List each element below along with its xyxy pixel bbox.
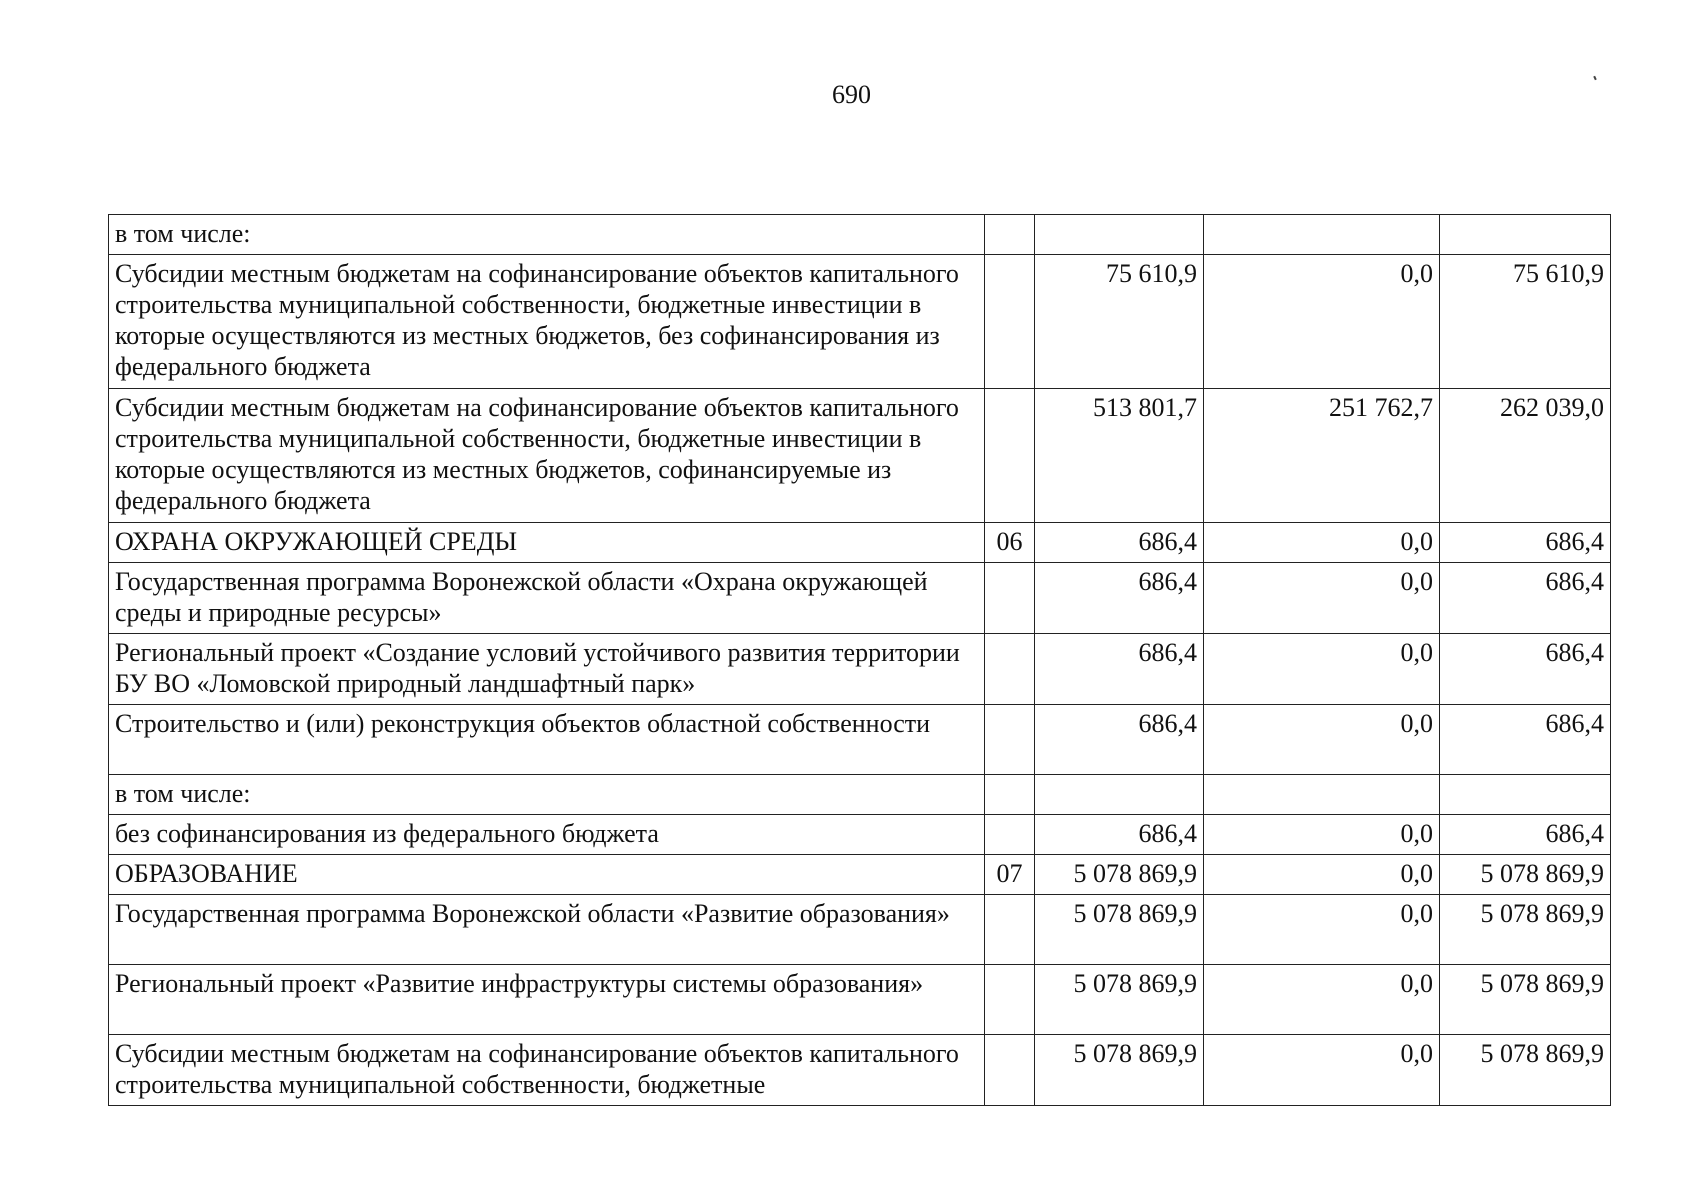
row-code-cell <box>985 895 1035 965</box>
table-row <box>109 389 1611 523</box>
row-total-cell: 686,4 <box>1035 705 1204 775</box>
row-name-cell: в том числе: <box>109 775 985 815</box>
row-regional-cell: 686,4 <box>1440 705 1611 775</box>
row-federal-cell <box>1204 215 1440 255</box>
row-code-cell <box>985 775 1035 815</box>
row-regional-cell: 75 610,9 <box>1440 255 1611 389</box>
row-code-cell <box>985 1035 1035 1106</box>
table-row <box>109 855 1611 895</box>
row-federal-cell: 0,0 <box>1204 705 1440 775</box>
row-regional-cell <box>1440 775 1611 815</box>
row-federal-cell: 251 762,7 <box>1204 389 1440 523</box>
table-row <box>109 895 1611 965</box>
table-row <box>109 965 1611 1035</box>
row-federal-cell: 0,0 <box>1204 895 1440 965</box>
scan-speck <box>1593 76 1597 80</box>
page-number: 690 <box>832 80 871 109</box>
row-name-cell: ОХРАНА ОКРУЖАЮЩЕЙ СРЕДЫ <box>109 523 985 563</box>
row-total-cell: 513 801,7 <box>1035 389 1204 523</box>
table-row <box>109 563 1611 634</box>
row-name-cell: Субсидии местным бюджетам на софинансирование объектов капитального строительства муниципальной собственности, бюджетные инвестиции в которые осуществляются из местных бюджетов, без софинансирования из федерального бюджета <box>109 255 985 389</box>
table-row <box>109 815 1611 855</box>
row-name-cell: Региональный проект «Создание условий устойчивого развития территории БУ ВО «Ломовской природный ландшафтный парк» <box>109 634 985 705</box>
row-federal-cell: 0,0 <box>1204 563 1440 634</box>
row-regional-cell: 686,4 <box>1440 634 1611 705</box>
row-code-cell <box>985 389 1035 523</box>
row-code-cell <box>985 634 1035 705</box>
row-name-cell: в том числе: <box>109 215 985 255</box>
table-row <box>109 775 1611 815</box>
row-regional-cell: 686,4 <box>1440 563 1611 634</box>
row-federal-cell: 0,0 <box>1204 255 1440 389</box>
row-name-cell: Субсидии местным бюджетам на софинансирование объектов капитального строительства муниципальной собственности, бюджетные инвестиции в которые осуществляются из местных бюджетов, софинансируемые из федерального бюджета <box>109 389 985 523</box>
row-code-cell <box>985 705 1035 775</box>
row-name-cell: Субсидии местным бюджетам на софинансирование объектов капитального строительства муниципальной собственности, бюджетные <box>109 1035 985 1106</box>
row-federal-cell: 0,0 <box>1204 634 1440 705</box>
row-regional-cell: 686,4 <box>1440 815 1611 855</box>
row-regional-cell: 5 078 869,9 <box>1440 965 1611 1035</box>
row-code-cell <box>985 563 1035 634</box>
row-regional-cell <box>1440 215 1611 255</box>
row-total-cell: 5 078 869,9 <box>1035 1035 1204 1106</box>
table-row <box>109 634 1611 705</box>
table-row <box>109 215 1611 255</box>
table-row <box>109 523 1611 563</box>
row-total-cell: 686,4 <box>1035 634 1204 705</box>
row-total-cell <box>1035 775 1204 815</box>
row-total-cell: 686,4 <box>1035 815 1204 855</box>
table-row <box>109 1035 1611 1106</box>
row-regional-cell: 5 078 869,9 <box>1440 1035 1611 1106</box>
row-federal-cell: 0,0 <box>1204 523 1440 563</box>
row-regional-cell: 5 078 869,9 <box>1440 895 1611 965</box>
row-code-cell: 06 <box>985 523 1035 563</box>
table-row <box>109 705 1611 775</box>
row-code-cell <box>985 965 1035 1035</box>
row-code-cell <box>985 215 1035 255</box>
row-federal-cell: 0,0 <box>1204 855 1440 895</box>
row-code-cell <box>985 255 1035 389</box>
row-total-cell: 75 610,9 <box>1035 255 1204 389</box>
row-federal-cell: 0,0 <box>1204 815 1440 855</box>
row-name-cell: ОБРАЗОВАНИЕ <box>109 855 985 895</box>
row-federal-cell: 0,0 <box>1204 1035 1440 1106</box>
budget-table <box>108 214 1611 1106</box>
row-regional-cell: 5 078 869,9 <box>1440 855 1611 895</box>
row-federal-cell <box>1204 775 1440 815</box>
row-code-cell: 07 <box>985 855 1035 895</box>
row-total-cell <box>1035 215 1204 255</box>
row-regional-cell: 686,4 <box>1440 523 1611 563</box>
table-row <box>109 255 1611 389</box>
row-name-cell: Государственная программа Воронежской области «Развитие образования» <box>109 895 985 965</box>
row-total-cell: 686,4 <box>1035 563 1204 634</box>
row-name-cell: Государственная программа Воронежской области «Охрана окружающей среды и природные ресурсы» <box>109 563 985 634</box>
row-regional-cell: 262 039,0 <box>1440 389 1611 523</box>
row-name-cell: Региональный проект «Развитие инфраструктуры системы образования» <box>109 965 985 1035</box>
row-name-cell: без софинансирования из федерального бюджета <box>109 815 985 855</box>
row-total-cell: 5 078 869,9 <box>1035 855 1204 895</box>
row-federal-cell: 0,0 <box>1204 965 1440 1035</box>
row-total-cell: 5 078 869,9 <box>1035 965 1204 1035</box>
row-code-cell <box>985 815 1035 855</box>
row-total-cell: 686,4 <box>1035 523 1204 563</box>
row-total-cell: 5 078 869,9 <box>1035 895 1204 965</box>
row-name-cell: Строительство и (или) реконструкция объектов областной собственности <box>109 705 985 775</box>
